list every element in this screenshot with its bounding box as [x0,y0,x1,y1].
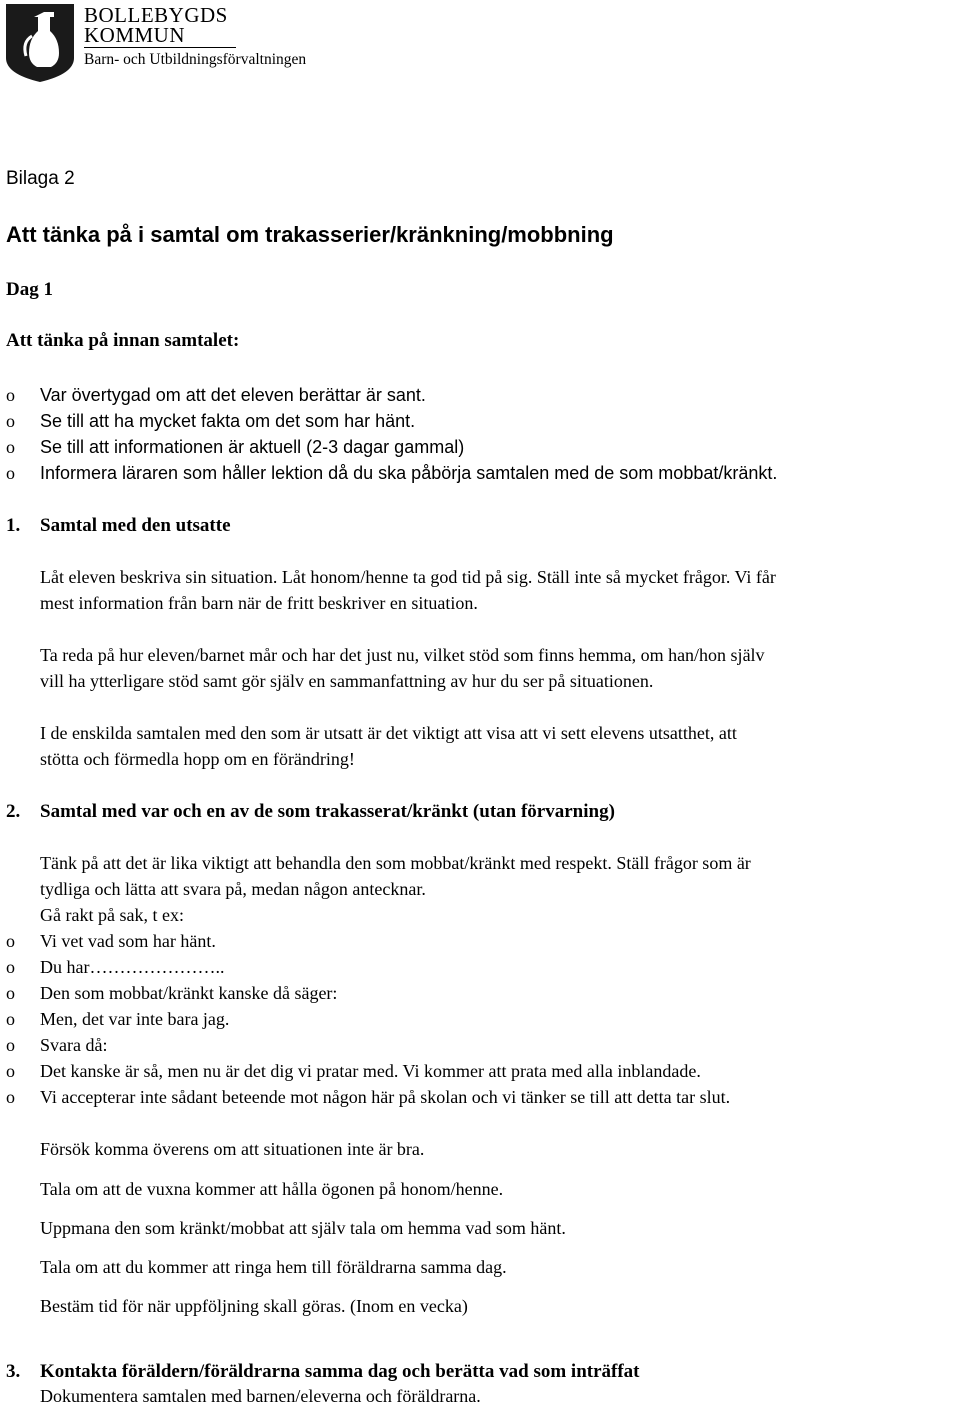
section2-note: Tala om att de vuxna kommer att hålla ögonen på honom/henne. [40,1179,504,1199]
section3-heading: Kontakta föräldern/föräldrarna samma dag och berätta vad som inträffat [40,1361,640,1382]
section2-item: Den som mobbat/kränkt kanske då säger: [40,983,338,1003]
bullet-marker: o [6,463,15,483]
section2-p1-line1: Tänk på att det är lika viktigt att behandla den som mobbat/kränkt med respekt. Ställ frågor som är [40,853,751,873]
before-heading: Att tänka på innan samtalet: [6,330,240,351]
section1-p2-line1: Ta reda på hur eleven/barnet mår och har det just nu, vilket stöd som finns hemma, om han/hon själv [40,645,765,665]
section2-item: Du har………………….. [40,957,225,977]
bullet-marker: o [6,411,15,431]
org-divider [84,47,236,48]
bullet-marker: o [6,437,15,457]
section2-note: Uppmana den som kränkt/mobbat att själv tala om hemma vad som hänt. [40,1218,566,1238]
section2-heading: Samtal med var och en av de som trakasserat/kränkt (utan förvarning) [40,801,615,822]
bullet-marker: o [6,983,15,1003]
bullet-marker: o [6,931,15,951]
section2-note: Försök komma överens om att situationen inte är bra. [40,1139,425,1159]
section2-item: Men, det var inte bara jag. [40,1009,230,1029]
org-name-line2: KOMMUN [84,23,186,47]
section1-number: 1. [6,515,21,536]
section2-item: Det kanske är så, men nu är det dig vi pratar med. Vi kommer att prata med alla inblandade. [40,1061,701,1081]
section2-number: 2. [6,801,21,822]
org-department: Barn- och Utbildningsförvaltningen [84,51,307,68]
section2-note: Tala om att du kommer att ringa hem till föräldrarna samma dag. [40,1257,507,1277]
before-item: Informera läraren som håller lektion då du ska påbörja samtalen med de som mobbat/kränkt. [40,463,778,483]
section2-item: Svara då: [40,1035,108,1055]
day-heading: Dag 1 [6,279,53,300]
bullet-marker: o [6,1087,15,1107]
before-item: Var övertygad om att det eleven berättar är sant. [40,385,426,405]
section1-p1-line1: Låt eleven beskriva sin situation. Låt honom/henne ta god tid på sig. Ställ inte så mycket frågor. Vi får [40,567,776,587]
section3-line: Dokumentera samtalen med barnen/eleverna och föräldrarna. [40,1386,481,1406]
section2-note: Bestäm tid för när uppföljning skall göras. (Inom en vecka) [40,1296,468,1316]
before-item: Se till att informationen är aktuell (2-3 dagar gammal) [40,437,465,457]
section3-number: 3. [6,1361,21,1382]
municipality-crest-logo [4,2,76,84]
bullet-marker: o [6,1009,15,1029]
section1-heading: Samtal med den utsatte [40,515,231,536]
section2-item: Vi accepterar inte sådant beteende mot någon här på skolan och vi tänker se till att detta tar slut. [40,1087,731,1107]
before-item: Se till att ha mycket fakta om det som har hänt. [40,411,416,431]
bullet-marker: o [6,1061,15,1081]
section1-p3-line1: I de enskilda samtalen med den som är utsatt är det viktigt att visa att vi sett elevens utsatthet, att [40,723,737,743]
section2-p1-line2: tydliga och lätta att svara på, medan någon antecknar. [40,879,426,899]
page-title: Att tänka på i samtal om trakasserier/kränkning/mobbning [6,222,614,247]
section1-p3-line2: stötta och förmedla hopp om en förändring! [40,749,355,769]
org-name-line1: BOLLEBYGDS [84,3,228,27]
section1-p1-line2: mest information från barn när de fritt beskriver en situation. [40,593,478,613]
bullet-marker: o [6,957,15,977]
section1-p2-line2: vill ha ytterligare stöd samt gör själv en sammanfattning av hur du ser på situationen. [40,671,654,691]
appendix-label: Bilaga 2 [6,168,75,189]
section2-item: Vi vet vad som har hänt. [40,931,216,951]
bullet-marker: o [6,1035,15,1055]
bullet-marker: o [6,385,15,405]
section2-intro: Gå rakt på sak, t ex: [40,905,184,925]
